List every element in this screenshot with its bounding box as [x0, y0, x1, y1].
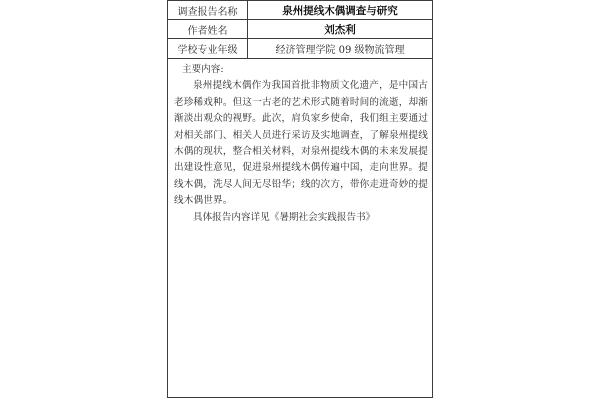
school-major-label: 学校专业年级 [168, 39, 248, 58]
author-row [168, 20, 432, 39]
author-label: 作者姓名 [168, 20, 248, 38]
report-reference-line: 具体报告内容详见《暑期社会实践报告书》 [193, 211, 376, 223]
report-title-value: 泉州提线木偶调查与研究 [282, 4, 398, 17]
report-title-row [168, 1, 432, 20]
report-title-label: 调查报告名称 [168, 1, 248, 19]
content-heading: 主要内容: [182, 64, 224, 75]
main-content [168, 59, 432, 226]
school-major-row [168, 39, 432, 59]
author-value: 刘杰利 [324, 23, 356, 36]
content-paragraph: 泉州提线木偶作为我国首批非物质文化遗产，是中国古老珍稀戏种。但这一古老的艺术形式随着时间的流逝，却渐渐淡出观众的视野。此次，肩负家乡使命，我们组主要通过对相关部门、相关人员进行采访及实地调查，了解泉州提线木偶的现状，整合相关材料，对泉州提线木偶的未来发展提出建设性意见，促进泉州提线木偶传遍中国，走向世界。提线木偶，洗尽人间无尽铅华；线的次方，带你走进奇妙的提线木偶世界。 [174, 80, 428, 207]
report-form [167, 0, 433, 398]
school-major-value: 经济管理学院 09 级物流管理 [275, 45, 405, 56]
